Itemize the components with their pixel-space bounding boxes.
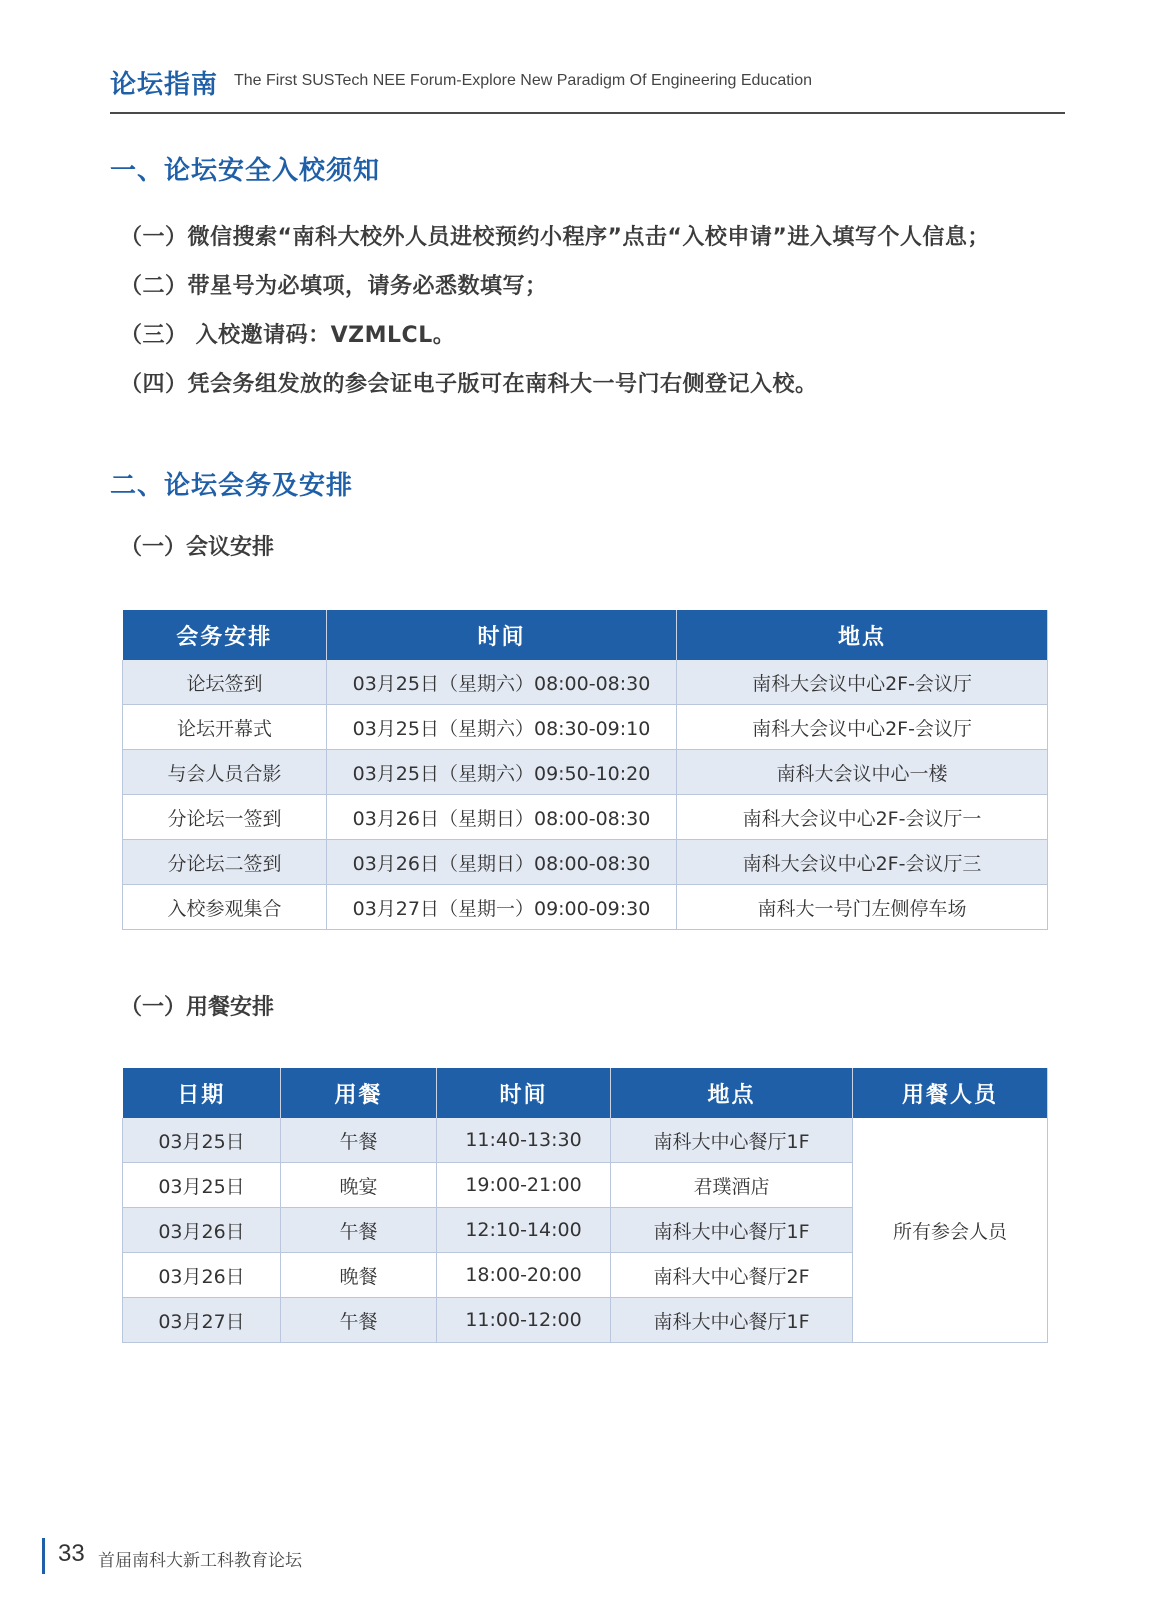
column-header: 时间 (437, 1068, 611, 1118)
table-cell: 君璞酒店 (611, 1163, 853, 1208)
table-cell: 晚宴 (281, 1163, 437, 1208)
table-cell: 入校参观集合 (123, 885, 327, 930)
table-cell: 晚餐 (281, 1253, 437, 1298)
table-cell: 南科大一号门左侧停车场 (677, 885, 1048, 930)
table-cell: 论坛开幕式 (123, 705, 327, 750)
table-cell: 18:00-20:00 (437, 1253, 611, 1298)
table-cell: 南科大中心餐厅1F (611, 1298, 853, 1343)
table-row (123, 840, 1048, 885)
table-cell: 03月25日 (123, 1118, 281, 1163)
attendees-cell: 所有参会人员 (853, 1118, 1048, 1343)
table-cell: 南科大会议中心2F-会议厅 (677, 705, 1048, 750)
table-cell: 南科大会议中心一楼 (677, 750, 1048, 795)
table-cell: 12:10-14:00 (437, 1208, 611, 1253)
notice-item: （一）微信搜索“南科大校外人员进校预约小程序”点击“入校申请”进入填写个人信息； (120, 225, 990, 250)
column-header: 用餐 (281, 1068, 437, 1118)
table-cell: 南科大中心餐厅2F (611, 1253, 853, 1298)
meeting-schedule-table (122, 610, 1048, 930)
subsection-title-meeting: （一）会议安排 (120, 535, 275, 560)
table-cell: 南科大会议中心2F-会议厅三 (677, 840, 1048, 885)
notice-item: （四）凭会务组发放的参会证电子版可在南科大一号门右侧登记入校。 (120, 372, 818, 397)
column-header: 地点 (677, 610, 1048, 660)
notice-item: （三） 入校邀请码：VZMLCL。 (120, 323, 456, 348)
table-cell: 午餐 (281, 1208, 437, 1253)
table-cell: 03月25日（星期六）08:00-08:30 (327, 660, 677, 705)
header-title: 论坛指南 (110, 70, 219, 100)
footer-title: 首届南科大新工科教育论坛 (98, 1551, 302, 1571)
table-cell: 南科大中心餐厅1F (611, 1118, 853, 1163)
section-title-arrangement: 二、论坛会务及安排 (110, 471, 354, 501)
table-cell: 03月25日 (123, 1163, 281, 1208)
header-subtitle: The First SUSTech NEE Forum-Explore New Paradigm Of Engineering Education (234, 72, 813, 89)
section-title-safety: 一、论坛安全入校须知 (110, 156, 381, 186)
table-cell: 03月26日（星期日）08:00-08:30 (327, 795, 677, 840)
table-cell: 03月27日 (123, 1298, 281, 1343)
table-cell: 与会人员合影 (123, 750, 327, 795)
table-row (123, 660, 1048, 705)
meal-schedule-table (122, 1068, 1048, 1343)
table-cell: 南科大中心餐厅1F (611, 1208, 853, 1253)
table-cell: 03月26日（星期日）08:00-08:30 (327, 840, 677, 885)
column-header: 地点 (611, 1068, 853, 1118)
column-header: 用餐人员 (853, 1068, 1048, 1118)
table-cell: 03月26日 (123, 1253, 281, 1298)
table-header-row (123, 1068, 1048, 1118)
table-row (123, 1118, 1048, 1163)
column-header: 时间 (327, 610, 677, 660)
footer-accent-bar (42, 1538, 45, 1574)
table-cell: 03月27日（星期一）09:00-09:30 (327, 885, 677, 930)
table-cell: 午餐 (281, 1298, 437, 1343)
table-cell: 午餐 (281, 1118, 437, 1163)
column-header: 会务安排 (123, 610, 327, 660)
table-cell: 分论坛一签到 (123, 795, 327, 840)
table-cell: 11:40-13:30 (437, 1118, 611, 1163)
page-number: 33 (58, 1540, 85, 1567)
table-row (123, 885, 1048, 930)
table-cell: 南科大会议中心2F-会议厅一 (677, 795, 1048, 840)
table-cell: 03月25日（星期六）08:30-09:10 (327, 705, 677, 750)
notice-item: （二）带星号为必填项，请务必悉数填写； (120, 274, 548, 299)
table-row (123, 750, 1048, 795)
table-cell: 分论坛二签到 (123, 840, 327, 885)
table-cell: 03月26日 (123, 1208, 281, 1253)
table-cell: 19:00-21:00 (437, 1163, 611, 1208)
subsection-title-meal: （一）用餐安排 (120, 995, 275, 1020)
column-header: 日期 (123, 1068, 281, 1118)
page-header (110, 62, 1065, 114)
table-cell: 03月25日（星期六）09:50-10:20 (327, 750, 677, 795)
table-header-row (123, 610, 1048, 660)
table-cell: 南科大会议中心2F-会议厅 (677, 660, 1048, 705)
table-row (123, 705, 1048, 750)
table-row (123, 795, 1048, 840)
table-cell: 论坛签到 (123, 660, 327, 705)
table-cell: 11:00-12:00 (437, 1298, 611, 1343)
